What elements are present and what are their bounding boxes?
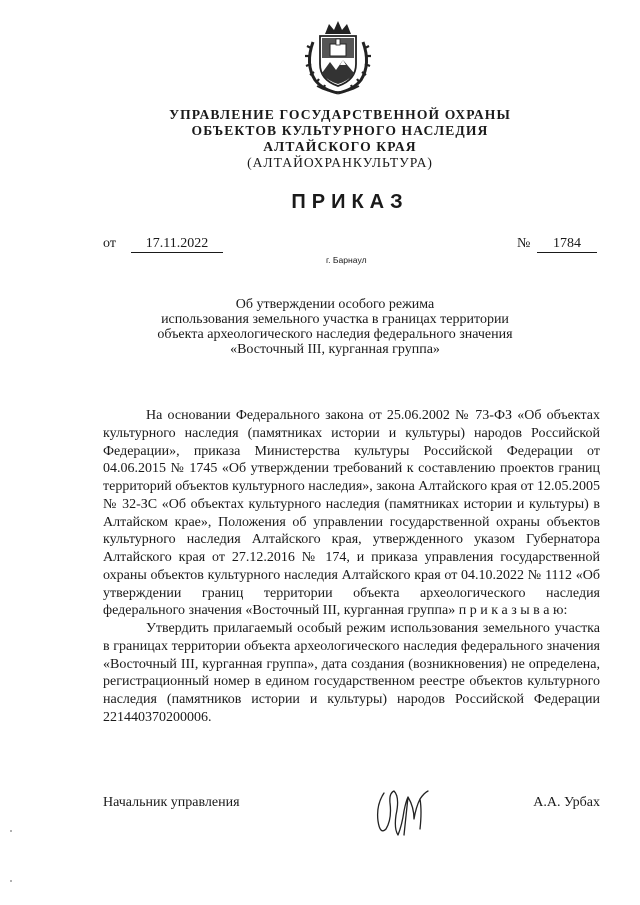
document-date: 17.11.2022 <box>131 236 223 253</box>
scan-speck <box>10 880 12 882</box>
subject-line: объекта археологического наследия федерального значения <box>157 327 513 342</box>
document-type-title: ПРИКАЗ <box>291 191 409 213</box>
scan-speck <box>10 830 12 832</box>
subject-line: «Восточный III, курганная группа» <box>230 342 440 357</box>
date-prefix: от <box>103 236 116 251</box>
organization-name-line-2: ОБЪЕКТОВ КУЛЬТУРНОГО НАСЛЕДИЯ <box>191 123 489 138</box>
handwritten-signature <box>370 785 432 843</box>
document-body <box>103 407 600 727</box>
signatory-position: Начальник управления <box>103 795 240 810</box>
subject-line: Об утверждении особого режима <box>235 297 435 312</box>
body-paragraph-basis: На основании Федерального закона от 25.06.2002 № 73-ФЗ «Об объектах культурного наследия (памятниках истории и культуры) народов Российской Федерации», приказа Министерства культуры Российской Федерации от 04.06.2015 № 1745 «Об утверждении требований к составлению проектов границ территорий объектов культурного наследия», закона Алтайского края от 12.05.2005 № 32-ЗС «Об объектах культурного наследия (памятниках истории и культуры) в Алтайском крае», Положения об управлении государственной охраны объектов культурного наследия Алтайского края, утвержденного указом Губернатора Алтайского края от 27.12.2016 № 174, и приказа управления государственной охраны объектов культурного наследия Алтайского края от 04.10.2022 № 1112 «Об утверждении границ территории объекта археологического наследия федерального значения «Восточный III, курганная группа» п р и к а з ы в а ю: <box>103 408 600 619</box>
document-number: 1784 <box>537 236 597 253</box>
number-prefix: № <box>517 236 531 251</box>
subject-line: использования земельного участка в границах территории <box>161 312 509 327</box>
organization-name-line-3: АЛТАЙСКОГО КРАЯ <box>263 139 417 154</box>
signatory-name: А.А. Урбах <box>533 795 600 810</box>
document-subject <box>130 297 540 357</box>
organization-short-name: (АЛТАЙОХРАНКУЛЬТУРА) <box>247 155 433 170</box>
organization-name-line-1: УПРАВЛЕНИЕ ГОСУДАРСТВЕННОЙ ОХРАНЫ <box>169 107 511 122</box>
body-paragraph-order: Утвердить прилагаемый особый режим использования земельного участка в границах территории объекта археологического наследия федерального значения «Восточный III, курганная группа», дата создания (возникновения) не определена, регистрационный номер в едином государственном реестре объектов культурного наследия (памятников истории и культуры) народов Российской Федерации 221440370200006. <box>103 621 600 725</box>
coat-of-arms-emblem <box>303 18 373 96</box>
city-label: г. Барнаул <box>326 255 367 265</box>
